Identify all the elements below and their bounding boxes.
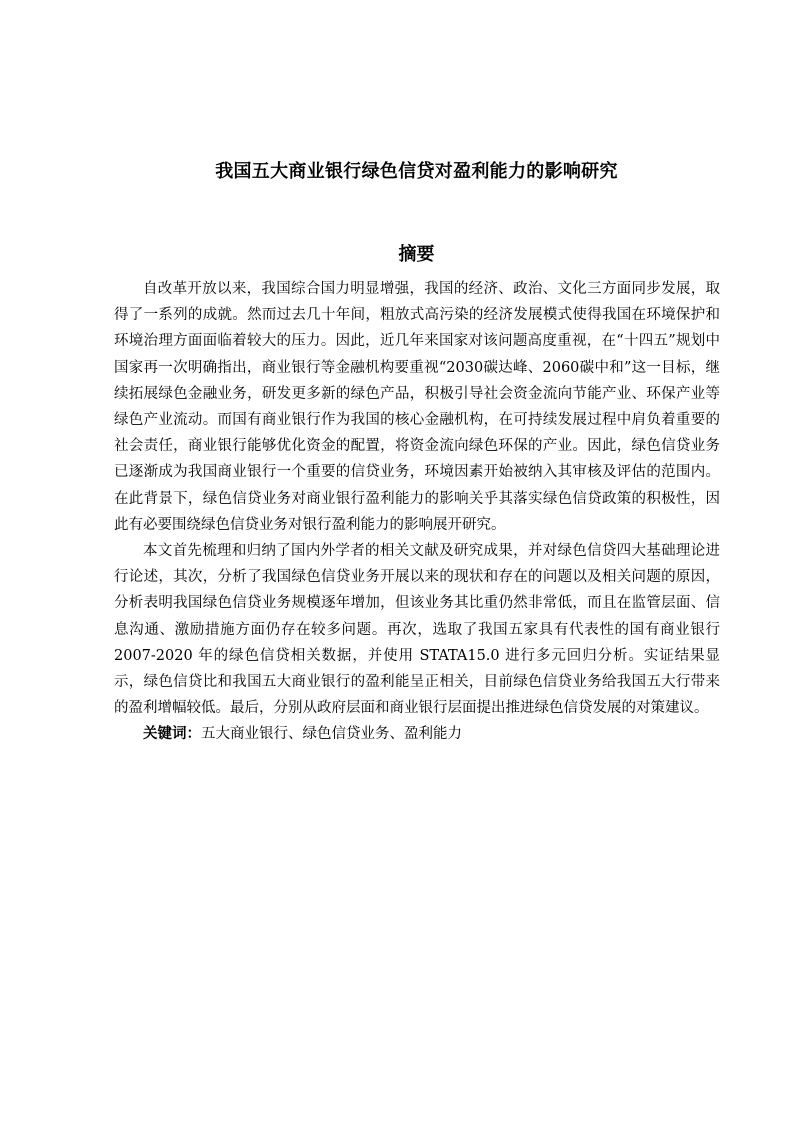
keywords-label: 关键词： — [143, 726, 201, 743]
abstract-heading: 摘要 — [398, 244, 435, 265]
abstract-paragraph-1: 自改革开放以来，我国综合国力明显增强，我国的经济、政治、文化三方面同步发展，取得了一系列的成就。然而过去几十年间，粗放式高污染的经济发展模式使得我国在环境保护和环境治理方面面临着较大的压力。因此，近几年来国家对该问题高度重视，在“十四五”规划中国家再一次明确指出，商业银行等金融机构要重视“2030碳达峰、2060碳中和”这一目标，继续拓展绿色金融业务，研发更多新的绿色产品，积极引导社会资金流向节能产业、环保产业等绿色产业流动。而国有商业银行作为我国的核心金融机构，在可持续发展过程中肩负着重要的社会责任，商业银行能够优化资金的配置，将资金流向绿色环保的产业。因此，绿色信贷业务已逐渐成为我国商业银行一个重要的信贷业务，环境因素开始被纳入其审核及评估的范围内。在此背景下，绿色信贷业务对商业银行盈利能力的影响关乎其落实绿色信贷政策的积极性，因此有必要围绕绿色信贷业务对银行盈利能力的影响展开研究。 — [114, 281, 720, 533]
abstract-body — [114, 276, 720, 748]
keywords-value: 五大商业银行、绿色信贷业务、盈利能力 — [201, 726, 462, 743]
abstract-paragraph-2: 本文首先梳理和归纳了国内外学者的相关文献及研究成果，并对绿色信贷四大基础理论进行论述，其次，分析了我国绿色信贷业务开展以来的现状和存在的问题以及相关问题的原因，分析表明我国绿色信贷业务规模逐年增加，但该业务其比重仍然非常低，而且在监管层面、信息沟通、激励措施方面仍存在较多问题。再次，选取了我国五家具有代表性的国有商业银行 2007-2020 年的绿色信贷相关数据，并使用 STATA15.0 进行多元回归分析。实证结果显示，绿色信贷比和我国五大商业银行的盈利能呈正相关，目前绿色信贷业务给我国五大行带来的盈利增幅较低。最后，分别从政府层面和商业银行层面提出推进绿色信贷发展的对策建议。 — [114, 543, 720, 717]
keywords-line — [114, 721, 720, 747]
paper-title: 我国五大商业银行绿色信贷对盈利能力的影响研究 — [215, 161, 618, 182]
